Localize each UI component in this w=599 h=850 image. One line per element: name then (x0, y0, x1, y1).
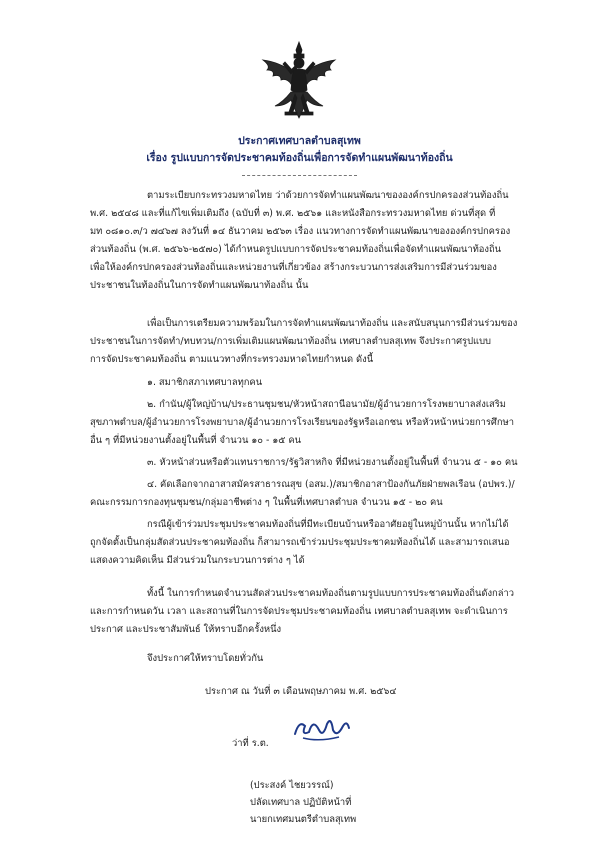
signer-position: นายกเทศมนตรีตำบลสุเทพ (250, 814, 357, 825)
announcement-date: ประกาศ ณ วันที่ ๓ เดือนพฤษภาคม พ.ศ. ๒๕๖๔ (205, 686, 397, 697)
para1-line: พ.ศ. ๒๕๔๘ และที่แก้ไขเพิ่มเติมถึง (ฉบับที่ ๓) พ.ศ. ๒๕๖๑ และหนังสือกระทรวงมหาดไทย ด่วนที่สุด ที่ (90, 208, 496, 219)
closing-line: จึงประกาศให้ทราบโดยทั่วกัน (147, 653, 264, 664)
signer-position: ปลัดเทศบาล ปฏิบัติหน้าที่ (250, 797, 352, 808)
para3-line: ประกาศ และประชาสัมพันธ์ ให้ทราบอีกครั้งหนึ่ง (90, 624, 282, 635)
list-item: ๓. หัวหน้าส่วนหรือตัวแทนราชการ/รัฐวิสาหกิจ ที่มีหน่วยงานตั้งอยู่ในพื้นที่ จำนวน ๕ - ๑๐ คน (147, 457, 518, 468)
para1-line: ประชาชนในท้องถิ่นในการจัดทำแผนพัฒนาท้องถิ่น นั้น (90, 280, 309, 291)
note-line: กรณีผู้เข้าร่วมประชุมประชาคมท้องถิ่นที่มีทะเบียนบ้านหรืออาศัยอยู่ในหมู่บ้านนั้น หากไม่ได้ (147, 519, 509, 530)
para1-line: ตามระเบียบกระทรวงมหาดไทย ว่าด้วยการจัดทำแผนพัฒนาขององค์กรปกครองส่วนท้องถิ่น (147, 190, 509, 201)
list-item-cont: คณะกรรมการกองทุนชุมชน/กลุ่มอาชีพต่าง ๆ ในพื้นที่เทศบาลตำบล จำนวน ๑๕ - ๒๐ คน (90, 497, 443, 508)
title-divider (242, 175, 357, 176)
announcement-subject: เรื่อง รูปแบบการจัดประชาคมท้องถิ่นเพื่อการจัดทำแผนพัฒนาท้องถิ่น (146, 152, 453, 164)
para2-line: การจัดประชาคมท้องถิ่น ตามแนวทางที่กระทรวงมหาดไทยกำหนด ดังนี้ (90, 354, 374, 365)
para3-line: ทั้งนี้ ในการกำหนดจำนวนสัดส่วนประชาคมท้องถิ่นตามรูปแบบการประชาคมท้องถิ่นดังกล่าว (147, 588, 514, 599)
para2-line: ประชาชนในการจัดทำ/ทบทวน/การเพิ่มเติมแผนพัฒนาท้องถิ่น เทศบาลตำบลสุเทพ จึงประกาศรูปแบบ (90, 336, 491, 347)
signer-rank: ว่าที่ ร.ต. (232, 738, 269, 749)
note-line: ถูกจัดตั้งเป็นกลุ่มสัดส่วนประชาคมท้องถิ่น ก็สามารถเข้าร่วมประชุมประชาคมท้องถิ่นได้ และสามารถเสนอ (90, 537, 510, 548)
signer-name: (ประสงค์ ไชยวรรณ์) (250, 780, 334, 791)
list-item: ๑. สมาชิกสภาเทศบาลทุกคน (147, 377, 263, 388)
list-item-cont: สุขภาพตำบล/ผู้อำนวยการโรงพยาบาล/ผู้อำนวยการโรงเรียนของรัฐหรือเอกชน หรือหัวหน้าหน่วยการศึกษา (90, 417, 514, 428)
handwritten-signature (289, 712, 353, 744)
para1-line: ส่วนท้องถิ่น (พ.ศ. ๒๕๖๖-๒๕๗๐) ได้กำหนดรูปแบบการจัดประชาคมท้องถิ่นเพื่อจัดทำแผนพัฒนาท้องถิ่น (90, 244, 502, 255)
para1-line: เพื่อให้องค์กรปกครองส่วนท้องถิ่นและหน่วยงานที่เกี่ยวข้อง สร้างกระบวนการส่งเสริมการมีส่วนร่วมของ (90, 262, 497, 273)
garuda-emblem-icon (253, 40, 345, 126)
para3-line: และการกำหนดวัน เวลา และสถานที่ในการจัดประชุมประชาคมท้องถิ่น เทศบาลตำบลสุเทพ จะดำเนินการ (90, 606, 508, 617)
para1-line: มท ๐๘๑๐.๓/ว ๗๔๖๗ ลงวันที่ ๑๔ ธันวาคม ๒๕๖๓ เรื่อง แนวทางการจัดทำแผนพัฒนาขององค์กรปกครอง (90, 226, 511, 237)
list-item: ๒. กำนัน/ผู้ใหญ่บ้าน/ประธานชุมชน/หัวหน้าสถานีอนามัย/ผู้อำนวยการโรงพยาบาลส่งเสริม (147, 399, 506, 410)
note-line: แสดงความคิดเห็น มีส่วนร่วมในกระบวนการต่าง ๆ ได้ (90, 555, 305, 566)
list-item-cont: อื่น ๆ ที่มีหน่วยงานตั้งอยู่ในพื้นที่ จำนวน ๑๐ - ๑๕ คน (90, 435, 302, 446)
list-item: ๔. คัดเลือกจากอาสาสมัครสาธารณสุข (อสม.)/สมาชิกอาสาป้องกันภัยฝ่ายพลเรือน (อปพร.)/ (147, 479, 515, 490)
para2-line: เพื่อเป็นการเตรียมความพร้อมในการจัดทำแผนพัฒนาท้องถิ่น และสนับสนุนการมีส่วนร่วมของ (147, 318, 518, 329)
announcement-title: ประกาศเทศบาลตำบลสุเทพ (238, 135, 361, 147)
